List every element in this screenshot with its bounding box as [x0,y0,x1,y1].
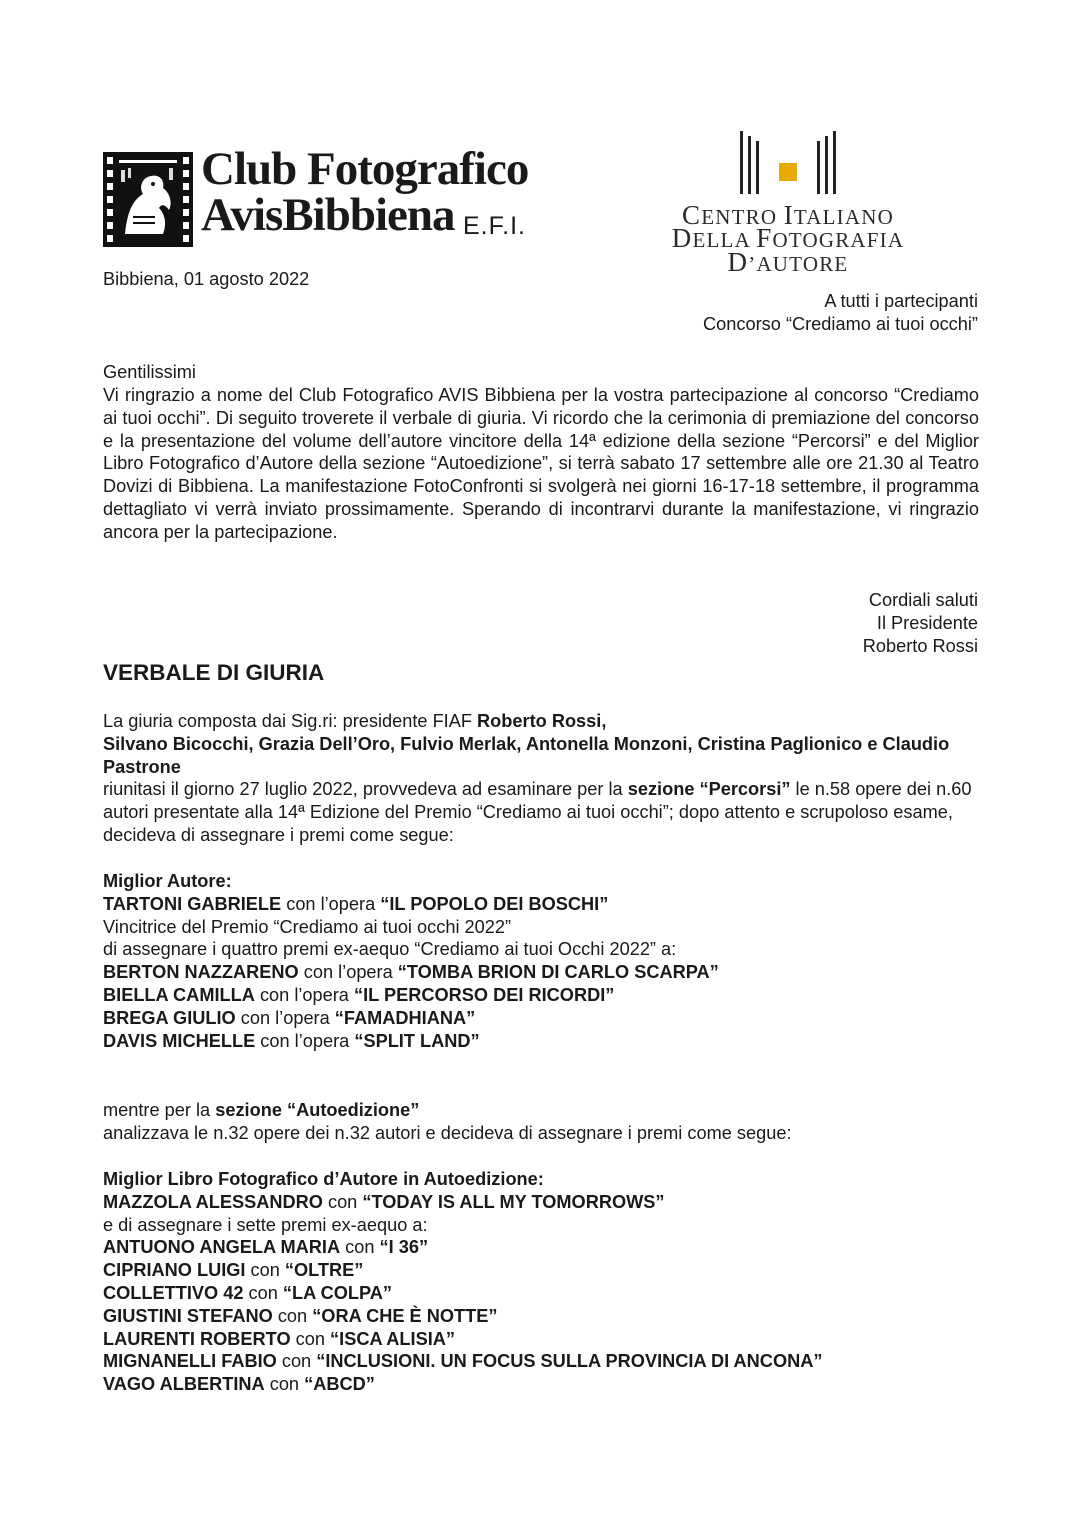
best-author-name: TARTONI GABRIELE [103,893,282,914]
best-book-work: “TODAY IS ALL MY TOMORROWS” [362,1191,665,1212]
letter-body: Vi ringrazio a nome del Club Fotografico AVIS Bibbiena per la vostra partecipazione al concorso “Crediamo ai tuoi occhi”. Di seguito troverete il verbale di giuria. Vi ricordo che la cerimonia di premiazione del concorso e la presentazione del volume dell’autore vincitore della 14ª edizione della sezione “Percorsi” e del Miglior Libro Fotografico d’Autore della sezione “Autoedizione”, si terrà sabato 17 settembre alle ore 21.30 al Teatro Dovizi di Bibbiena. La manifestazione FotoConfronti si svolgerà nei giorni 16-17-18 settembre, il programma dettagliato vi verrà inviato prossimamente. Sperando di incontrarvi durante la manifestazione, vi ringrazio ancora per la partecipazione. [103,385,979,542]
club-suffix: E.F.I. [463,212,526,240]
center-name-line2: DELLA FOTOGRAFIA D’AUTORE [671,223,905,277]
intro-text: La giuria composta dai Sig.ri: presidente FIAF [103,711,478,731]
book-author: VAGO ALBERTINA [103,1374,265,1395]
list-item [103,961,979,984]
list-item [103,1282,979,1305]
list-item [103,1328,979,1351]
center-name-line1: CENTRO ITALIANO [682,200,894,230]
award-connector: con l’opera [298,962,398,983]
autoedizione-awards [103,1168,979,1396]
exaequo-intro: di assegnare i quattro premi ex-aequo “Crediamo ai tuoi Occhi 2022” a: [103,939,677,960]
greeting: Gentilissimi [103,362,196,382]
recipient-line2: Concorso “Crediamo ai tuoi occhi” [703,314,978,334]
book-author: CIPRIANO LUIGI [103,1260,246,1281]
book-connector: con [245,1260,285,1281]
club-fotografico-logo [103,143,529,250]
club-name-line2: AvisBibbiena [201,189,455,241]
winner-note: Vincitrice del Premio “Crediamo ai tuoi occhi 2022” [103,916,512,937]
book-connector: con [276,1351,317,1372]
list-item [103,1236,979,1259]
book-title: “ISCA ALISIA” [330,1328,456,1349]
best-author-work: “IL POPOLO DEI BOSCHI” [380,893,609,914]
award-work: “IL PERCORSO DEI RICORDI” [353,984,615,1005]
section-percorsi: sezione “Percorsi” [627,779,791,800]
award-connector: con l’opera [235,1007,335,1028]
closing: Cordiali saluti [868,590,978,610]
section-autoedizione: sezione “Autoedizione” [215,1100,420,1120]
accent-square [779,163,797,181]
book-title: “INCLUSIONI. UN FOCUS SULLA PROVINCIA DI ANCONA” [316,1351,823,1372]
seven-intro: e di assegnare i sette premi ex-aequo a: [103,1214,428,1235]
book-connector: con [340,1237,380,1258]
verbale-title: VERBALE DI GIURIA [103,660,325,685]
best-author-connector: con l’opera [281,893,381,914]
list-item [103,984,979,1007]
best-book-label: Miglior Libro Fotografico d’Autore in Autoedizione: [103,1169,544,1189]
autoedizione-intro [103,1099,979,1145]
award-connector: con l’opera [255,1030,355,1051]
award-work: “FAMADHIANA” [334,1007,476,1028]
signer-role: Il Presidente [876,613,978,633]
list-item [103,1350,979,1373]
jury-paragraph [103,710,979,847]
jurors-names: Silvano Bicocchi, Grazia Dell’Oro, Fulvio Merlak, Antonella Monzoni, Cristina Paglionico e Claudio Pastrone [103,733,950,777]
award-name: BIELLA CAMILLA [103,984,255,1005]
meeting-suffix: le n.58 opere dei n.60 autori presentate alla 14ª Edizione del Premio “Crediamo ai tuoi occhi”; dopo attento e scrupoloso esame, decideva di assegnare i premi come segue: [103,779,972,845]
exaequo-list [103,961,979,1052]
book-connector: con [243,1282,283,1303]
columns-emblem-icon [733,126,843,196]
book-title: “OLTRE” [284,1260,364,1281]
center-line2-text: ELLA FOTOGRAFIA D’AUTORE [692,223,905,277]
list-item [103,1030,979,1053]
award-work: “SPLIT LAND” [354,1030,480,1051]
best-book-connector: con [322,1191,363,1212]
book-connector: con [272,1305,313,1326]
signer-name: Roberto Rossi [862,636,978,656]
recipient-line1: A tutti i partecipanti [824,291,978,311]
book-author: MIGNANELLI FABIO [103,1351,277,1372]
list-item [103,1305,979,1328]
president-name: Roberto Rossi, [477,711,607,731]
film-lion-emblem-icon [103,152,193,247]
percorsi-awards [103,870,979,1052]
list-item [103,1259,979,1282]
center-line1-text: ENTRO ITALIANO [701,200,894,230]
list-item [103,1007,979,1030]
award-name: BREGA GIULIO [103,1007,236,1028]
award-connector: con l’opera [254,984,354,1005]
book-title: “ORA CHE È NOTTE” [312,1305,498,1326]
best-book-name: MAZZOLA ALESSANDRO [103,1191,323,1212]
book-title: “LA COLPA” [282,1282,393,1303]
book-author: GIUSTINI STEFANO [103,1305,273,1326]
club-name-line1: Club Fotografico [201,143,529,195]
section2-prefix: mentre per la [103,1100,216,1120]
meeting-text: riunitasi il giorno 27 luglio 2022, provvedeva ad esaminare per la [103,779,628,800]
book-author: ANTUONO ANGELA MARIA [103,1237,341,1258]
award-work: “TOMBA BRION DI CARLO SCARPA” [397,962,719,983]
section2-line2: analizzava le n.32 opere dei n.32 autori e decideva di assegnare i premi come segue: [103,1122,792,1143]
book-connector: con [264,1374,305,1395]
award-name: BERTON NAZZARENO [103,962,299,983]
book-author: LAURENTI ROBERTO [103,1328,291,1349]
book-connector: con [290,1328,331,1349]
cifa-logo [628,126,948,277]
best-author-label: Miglior Autore: [103,871,232,891]
award-name: DAVIS MICHELLE [103,1030,256,1051]
book-title: “ABCD” [304,1374,375,1395]
book-author: COLLETTIVO 42 [103,1282,244,1303]
list-item [103,1373,979,1396]
books-list [103,1236,979,1396]
place-date: Bibbiena, 01 agosto 2022 [103,269,310,289]
book-title: “I 36” [379,1237,429,1258]
